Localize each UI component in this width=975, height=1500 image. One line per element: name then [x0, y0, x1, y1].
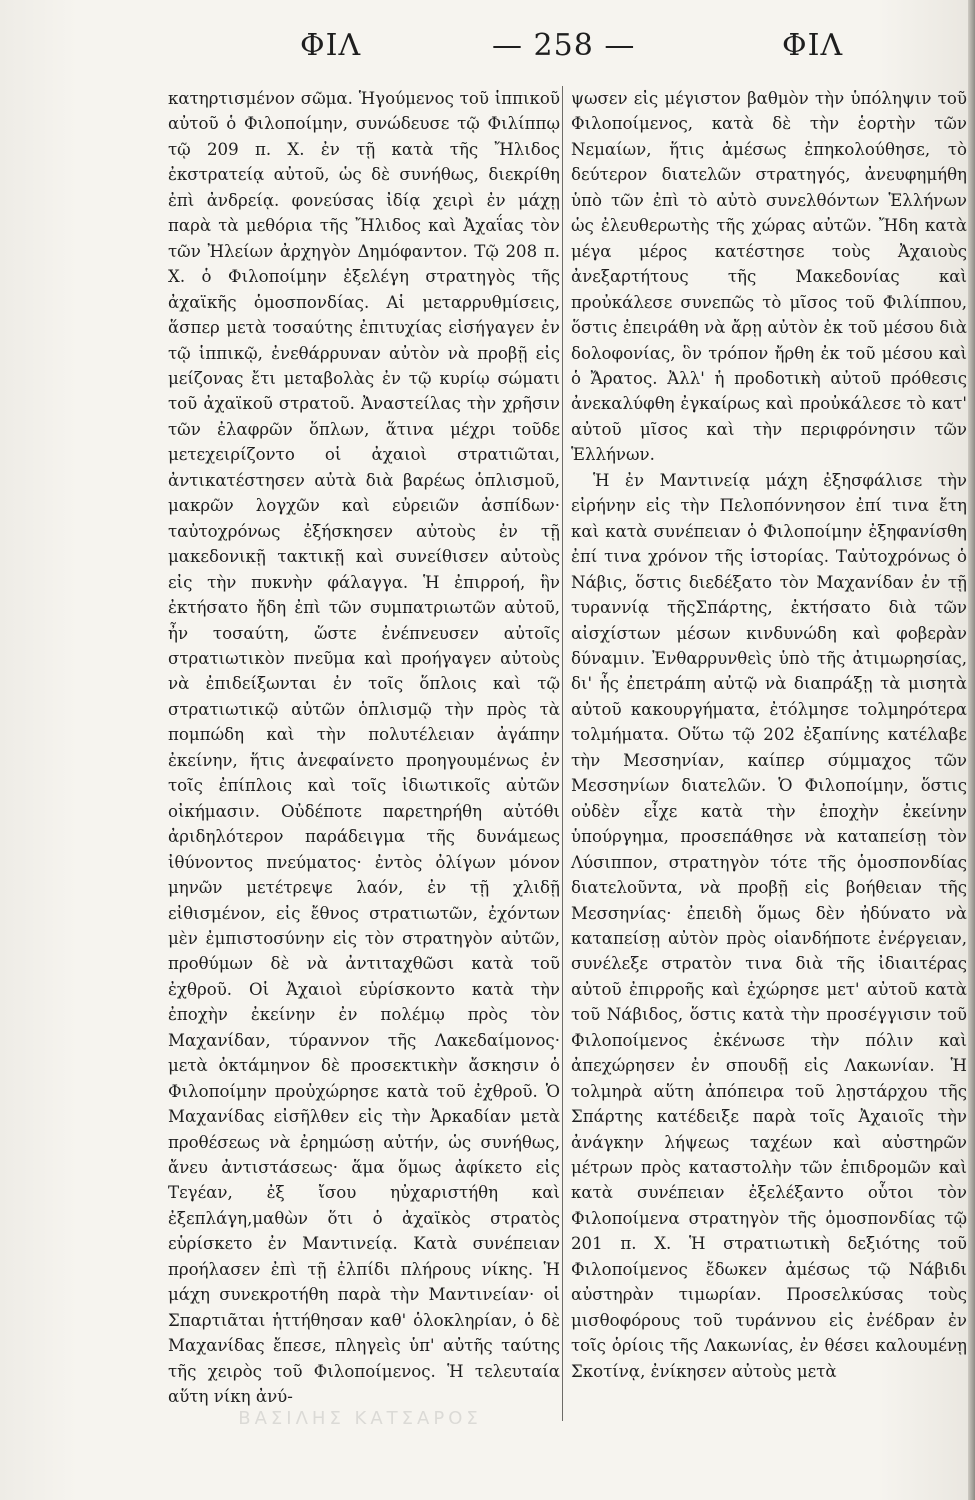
left-text-column: [168, 86, 560, 1410]
column-divider: [562, 86, 563, 1421]
right-paragraph-1: ψωσεν εἰς μέγιστον βαθμὸν τὴν ὑπόληψιν τοῦ Φιλοποίμενος, κατὰ δὲ τὴν ἑορτὴν τῶν Νεμαίων, ἥτις ἀμέσως ἐπηκολούθησε, τὸ δεύτερον διατελῶν στρατηγός, ἀνευφημήθη ὑπὸ τῶν ἐπὶ τὸ αὐτὸ συνελθόντων Ἑλλήνων ὡς ἐλευθερωτὴς τῆς χώρας αὐτῶν. Ἤδη κατὰ μέγα μέρος κατέστησε τοὺς Ἀχαιοὺς ἀνεξαρτήτους τῆς Μακεδονίας καὶ προὐκάλεσε συνεπῶς τὸ μῖσος τοῦ Φιλίππου, ὅστις ἐπειράθη νὰ ἄρῃ αὐτὸν ἐκ τοῦ μέσου διὰ δολοφονίας, ὃν τρόπον ἤρθη ἐκ τοῦ μέσου καὶ ὁ Ἄρατος. Ἀλλ' ἡ προδοτικὴ αὐτοῦ πρόθεσις ἀνεκαλύφθη ἐγκαίρως καὶ προὐκάλεσε τὸ κατ' αὐτοῦ μῖσος καὶ τὴν περιφρόνησιν τῶν Ἑλλήνων.: [571, 89, 967, 465]
right-paragraph-2: Ἡ ἐν Μαντινείᾳ μάχη ἐξησφάλισε τὴν εἰρήνην εἰς τὴν Πελοπόννησον ἐπί τινα ἔτη καὶ κατὰ συνέπειαν ὁ Φιλοποίμην ἐξηφανίσθη ἐπί τινα χρόνον τῆς ἱστορίας. Ταὐτοχρόνως ὁ Νάβις, ὅστις διεδέξατο τὸν Μαχανίδαν ἐν τῇ τυραννίᾳ τῆςΣπάρτης, ἐκτήσατο διὰ τῶν αἰσχίστων μέσων κινδυνώδη καὶ φοβερὰν δύναμιν. Ἐνθαρρυνθεὶς ὑπὸ τῆς ἀτιμωρησίας, δι' ἧς ἐπετράπη αὐτῷ νὰ διαπράξῃ τὰ μισητὰ αὐτοῦ κακουργήματα, ἐτόλμησε τολμηρότερα τολμήματα. Οὕτω τῷ 202 ἐξαπίνης κατέλαβε τὴν Μεσσηνίαν, καίπερ σύμμαχος τῶν Μεσσηνίων διατελῶν. Ὁ Φιλοποίμην, ὅστις οὐδὲν εἶχε κατὰ τὴν ἐποχὴν ἐκείνην ὑπούργημα, προσεπάθησε νὰ καταπείσῃ τὸν Λύσιππον, στρατηγὸν τότε τῆς ὁμοσπονδίας διατελοῦντα, νὰ προβῇ εἰς βοήθειαν τῆς Μεσσηνίας· ἐπειδὴ ὅμως δὲν ἠδύνατο νὰ καταπείσῃ αὐτὸν πρὸς οἱανδήποτε ἐνέργειαν, συνέλεξε στρατὸν τινα διὰ τῆς ἰδιαιτέρας αὐτοῦ ἐπιρροῆς καὶ ἐχώρησε μετ' αὐτοῦ κατὰ τοῦ Νάβιδος, ὅστις κατὰ τὴν προσέγγισιν τοῦ Φιλοποίμενος ἐκένωσε τὴν πόλιν καὶ ἀπεχώρησεν ἐν σπουδῇ εἰς Λακωνίαν. Ἡ τολμηρὰ αὕτη ἀπόπειρα τοῦ λῃστάρχου τῆς Σπάρτης κατέδειξε παρὰ τοῖς Ἀχαιοῖς τὴν ἀνάγκην λήψεως ταχέων καὶ αὐστηρῶν μέτρων πρὸς καταστολὴν τῶν ἐπιδρομῶν καὶ κατὰ συνέπειαν ἐξελέξαντο οὗτοι τὸν Φιλοποίμενα στρατηγὸν τῆς ὁμοσπονδίας τῷ 201 π. Χ. Ἡ στρατιωτικὴ δεξιότης τοῦ Φιλοποίμενος ἔδωκεν ἀμέσως τῷ Νάβιδι αὐστηρὰν τιμωρίαν. Προσελκύσας τοὺς μισθοφόρους τοῦ τυράννου εἰς ἐνέδραν ἐν τοῖς ὁρίοις τῆς Λακωνίας, ἐν θέσει καλουμένῃ Σκοτίνᾳ, ἐνίκησεν αὐτοὺς μετὰ: [571, 470, 967, 1381]
header-left-keyword: ΦΙΛ: [300, 28, 362, 63]
running-header: [0, 28, 975, 76]
left-paragraph-1: κατηρτισμένον σῶμα. Ἡγούμενος τοῦ ἱππικοῦ αὐτοῦ ὁ Φιλοποίμην, συνώδευσε τῷ Φιλίππῳ τῷ 209 π. Χ. ἐν τῇ κατὰ τῆς Ἤλιδος ἐκστρατείᾳ αὐτοῦ, ὡς δὲ συνήθως, διεκρίθη ἐπὶ ἀνδρείᾳ. φονεύσας ἰδίᾳ χειρὶ ἐν μάχῃ παρὰ τὰ μεθόρια τῆς Ἤλιδος καὶ Ἀχαΐας τὸν τῶν Ἠλείων ἀρχηγὸν Δημόφαντον. Τῷ 208 π. Χ. ὁ Φιλοποίμην ἐξελέγη στρατηγὸς τῆς ἀχαϊκῆς ὁμοσπονδίας. Αἱ μεταρρυθμίσεις, ἅσπερ μετὰ τοσαύτης ἐπιτυχίας εἰσήγαγεν ἐν τῷ ἱππικῷ, ἐνεθάρρυναν αὐτὸν νὰ προβῇ εἰς μείζονας ἔτι μεταβολὰς ἐν τῷ κυρίῳ σώματι τοῦ ἀχαϊκοῦ στρατοῦ. Ἀναστείλας τὴν χρῆσιν τῶν ἐλαφρῶν ὅπλων, ἅτινα μέχρι τοῦδε μετεχειρίζοντο οἱ ἀχαιοὶ στρατιῶται, ἀντικατέστησεν αὐτὰ διὰ βαρέως ὁπλισμοῦ, μακρῶν λογχῶν καὶ εὐρειῶν ἀσπίδων· ταὐτοχρόνως ἐξήσκησεν αὐτοὺς ἐν τῇ μακεδονικῇ τακτικῇ καὶ συνείθισεν αὐτοὺς εἰς τὴν πυκνὴν φάλαγγα. Ἡ ἐπιρροή, ἣν ἐκτήσατο ἤδη ἐπὶ τῶν συμπατριωτῶν αὐτοῦ, ἦν τοσαύτη, ὥστε ἐνέπνευσεν αὐτοῖς στρατιωτικὸν πνεῦμα καὶ προήγαγεν αὐτοὺς νὰ ἐπιδείξωνται ἐν τοῖς ὅπλοις καὶ τῷ στρατιωτικῷ αὐτῶν ὁπλισμῷ τὴν πρὸς τὰ πομπώδη καὶ τὴν πολυτέλειαν ἀγάπην ἐκείνην, ἥτις ἀνεφαίνετο προηγουμένως ἐν τοῖς ἐπίπλοις καὶ τοῖς ἰδιωτικοῖς αὐτῶν οἰκήμασιν. Οὐδέποτε παρετηρήθη αὐτόθι ἀριδηλότερον παράδειγμα τῆς δυνάμεως ἰθύνοντος πνεύματος· ἐντὸς ὀλίγων μόνον μηνῶν μετέτρεψε λαόν, ἐν τῇ χλιδῇ εἰθισμένον, εἰς ἔθνος στρατιωτῶν, ἐχόντων μὲν ἐμπιστοσύνην εἰς τὸν στρατηγὸν αὐτῶν, προθύμων δὲ νὰ ἀντιταχθῶσι κατὰ τοῦ ἐχθροῦ. Οἱ Ἀχαιοὶ εὑρίσκοντο κατὰ τὴν ἐποχὴν ἐκείνην ἐν πολέμῳ πρὸς τὸν Μαχανίδαν, τύραννον τῆς Λακεδαίμονος· μετὰ ὀκτάμηνον δὲ προσεκτικὴν ἄσκησιν ὁ Φιλοποίμην προὐχώρησε κατὰ τοῦ ἐχθροῦ. Ὁ Μαχανίδας εἰσῆλθεν εἰς τὴν Ἀρκαδίαν μετὰ προθέσεως νὰ ἐρημώσῃ αὐτήν, ὡς συνήθως, ἄνευ ἀντιστάσεως· ἅμα ὅμως ἀφίκετο εἰς Τεγέαν, ἐξ ἴσου ηὐχαριστήθη καὶ ἐξεπλάγη,μαθὼν ὅτι ὁ ἀχαϊκὸς στρατὸς εὑρίσκετο ἐν Μαντινείᾳ. Κατὰ συνέπειαν προήλασεν ἐπὶ τῇ ἐλπίδι πλήρους νίκης. Ἡ μάχη συνεκροτήθη παρὰ τὴν Μαντινείαν· οἱ Σπαρτιᾶται ἡττήθησαν καθ' ὁλοκληρίαν, ὁ δὲ Μαχανίδας ἔπεσε, πληγεὶς ὑπ' αὐτῆς ταύτης τῆς χειρὸς τοῦ Φιλοποίμενος. Ἡ τελευταία αὕτη νίκη ἀνύ-: [168, 89, 560, 1407]
page-edge-shadow: [968, 0, 975, 1500]
right-text-column: [571, 86, 967, 1384]
page-number: — 258 —: [492, 28, 636, 63]
library-watermark: ΒΑΣΙΛΗΣ ΚΑΤΣΑΡΟΣ: [238, 1408, 482, 1429]
header-right-keyword: ΦΙΛ: [782, 28, 844, 63]
